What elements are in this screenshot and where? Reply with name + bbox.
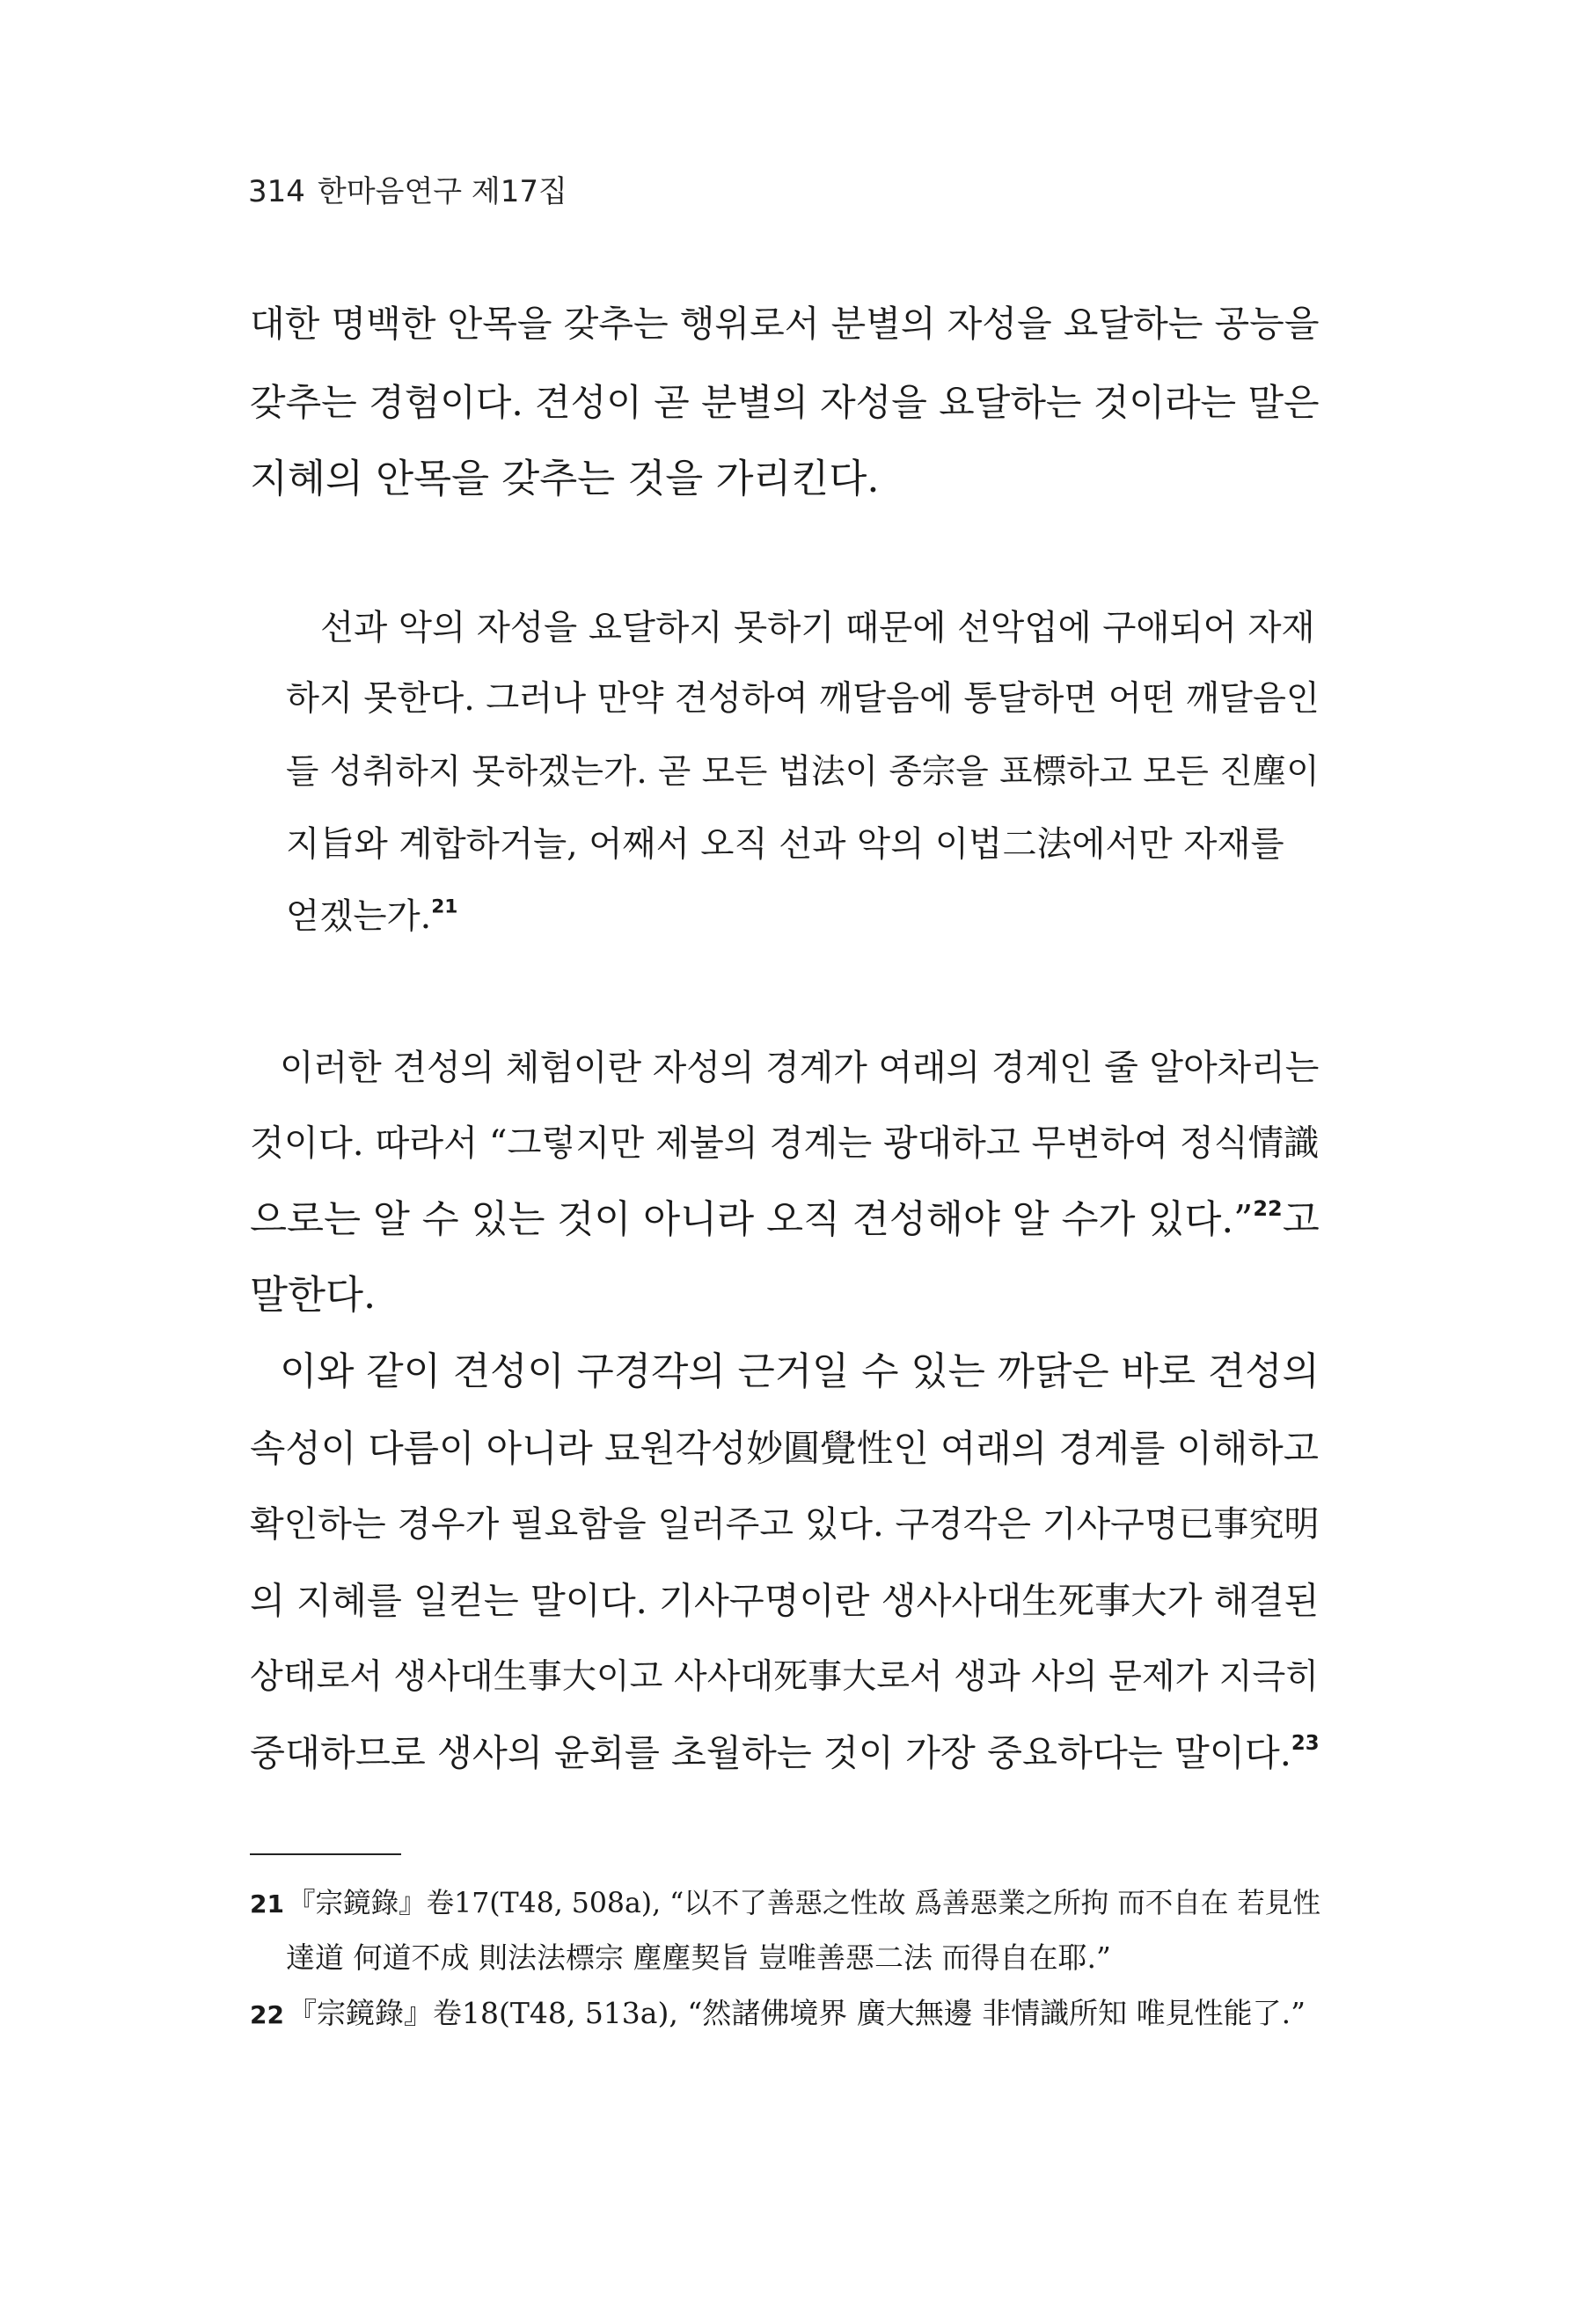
- paragraph-3-line: 확인하는 경우가 필요함을 일러주고 있다. 구경각은 기사구명已事究明: [250, 1504, 1320, 1545]
- footnote-22: [250, 1994, 1306, 2035]
- paragraph-2-line: 말한다.: [250, 1273, 377, 1318]
- block-quote-line: 지旨와 계합하거늘, 어째서 오직 선과 악의 이법二法에서만 자재를: [286, 824, 1284, 865]
- paragraph-2-text-after: 고: [1282, 1198, 1320, 1242]
- footnote-text: 『宗鏡錄』卷18(T48, 513a), “然諸佛境界 廣大無邊 非情識所知 唯見性能了.”: [287, 1996, 1306, 2030]
- paragraph-2-line: 것이다. 따라서 “그렇지만 제불의 경계는 광대하고 무변하여 정식情識: [250, 1122, 1320, 1164]
- paragraph-2-line: 이러한 견성의 체험이란 자성의 경계가 여래의 경계인 줄 알아차리는: [280, 1048, 1320, 1088]
- footnote-ref-23: 23: [1291, 1731, 1320, 1755]
- footnote-ref-21: 21: [431, 895, 458, 918]
- footnote-divider: [250, 1853, 401, 1855]
- footnote-21-continuation: 達道 何道不成 則法法標宗 塵塵契旨 豈唯善惡二法 而得自在耶.”: [286, 1940, 1111, 1975]
- paragraph-1-line: 지혜의 안목을 갖추는 것을 가리킨다.: [250, 457, 880, 501]
- footnote-text: 『宗鏡錄』卷17(T48, 508a), “以不了善惡之性故 爲善惡業之所拘 而不自在 若見性: [287, 1888, 1320, 1919]
- paragraph-1-line: 갖추는 경험이다. 견성이 곧 분별의 자성을 요달하는 것이라는 말은: [250, 381, 1320, 424]
- page-number: 314: [248, 174, 305, 209]
- block-quote-last-line: [286, 892, 457, 941]
- paragraph-3-text: 중대하므로 생사의 윤회를 초월하는 것이 가장 중요하다는 말이다.: [250, 1732, 1291, 1774]
- paragraph-3-line: 의 지혜를 일컫는 말이다. 기사구명이란 생사사대生死事大가 해결된: [250, 1580, 1320, 1622]
- journal-title: 한마음연구 제17집: [317, 174, 567, 209]
- paragraph-3-last-line: [250, 1727, 1320, 1780]
- block-quote-line: 선과 악의 자성을 요달하지 못하기 때문에 선악업에 구애되어 자재: [320, 608, 1315, 648]
- paragraph-2-line: [250, 1194, 1320, 1246]
- paragraph-2-text: 으로는 알 수 있는 것이 아니라 오직 견성해야 알 수가 있다.”: [250, 1198, 1254, 1242]
- footnote-number: 22: [250, 2000, 284, 2029]
- footnote-21: [250, 1884, 1320, 1924]
- footnote-ref-22: 22: [1253, 1195, 1283, 1221]
- paragraph-3-line: 속성이 다름이 아니라 묘원각성妙圓覺性인 여래의 경계를 이해하고: [250, 1427, 1320, 1470]
- running-header: [248, 167, 567, 210]
- block-quote-line: 하지 못한다. 그러나 만약 견성하여 깨달음에 통달하면 어떤 깨달음인: [286, 679, 1320, 719]
- footnote-number: 21: [250, 1889, 284, 1918]
- block-quote-text: 얻겠는가.: [286, 896, 432, 937]
- block-quote-line: 들 성취하지 못하겠는가. 곧 모든 법法이 종宗을 표標하고 모든 진塵이: [286, 752, 1320, 792]
- paragraph-1-line: 대한 명백한 안목을 갖추는 행위로서 분별의 자성을 요달하는 공능을: [250, 303, 1320, 345]
- paragraph-3-line: 이와 같이 견성이 구경각의 근거일 수 있는 까닭은 바로 견성의: [280, 1349, 1320, 1394]
- paragraph-3-line: 상태로서 생사대生事大이고 사사대死事大로서 생과 사의 문제가 지극히: [250, 1657, 1319, 1697]
